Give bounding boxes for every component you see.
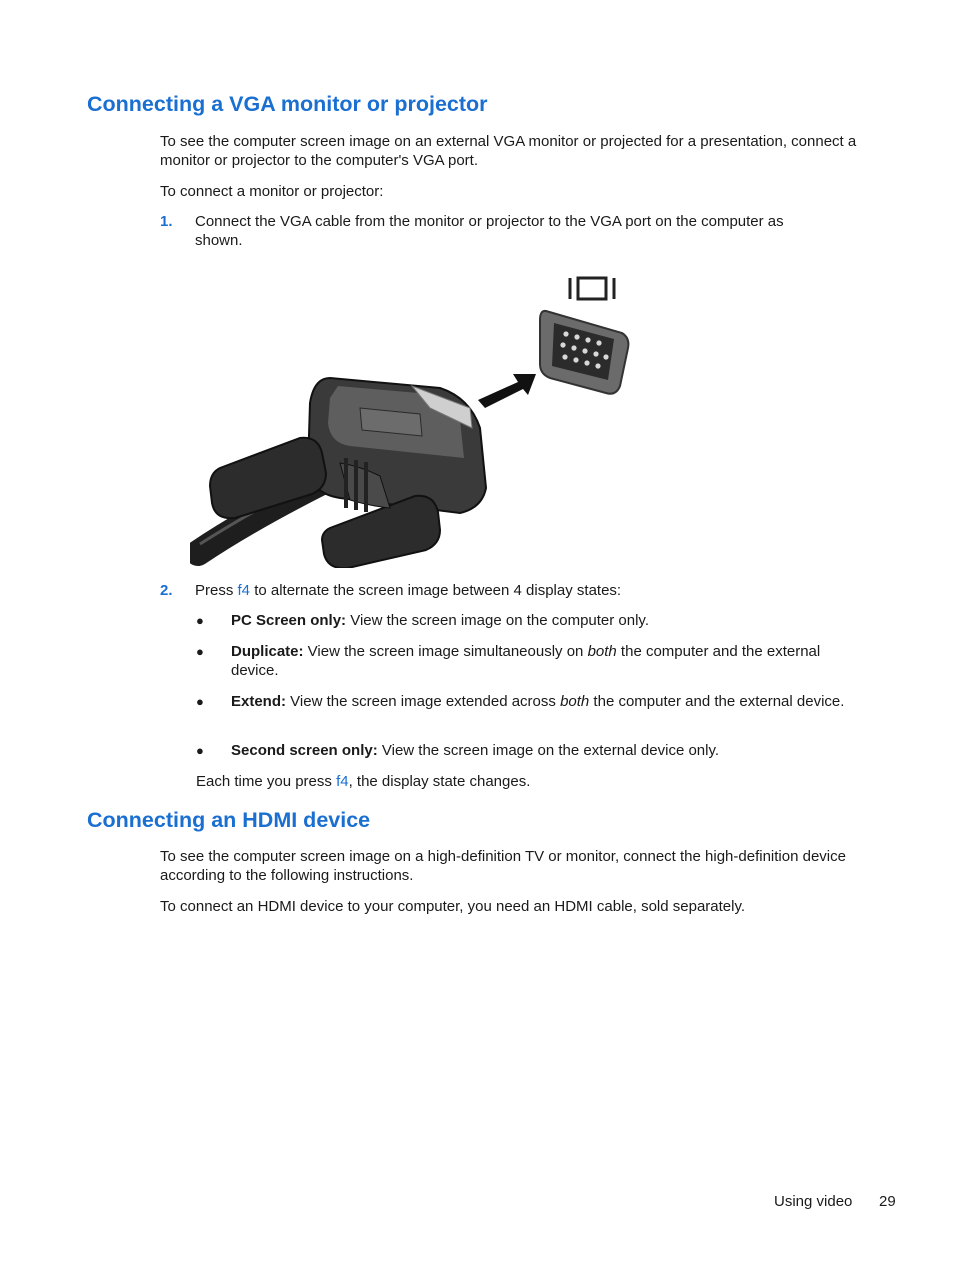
- bullet-text: [231, 741, 871, 760]
- step-1-number: 1.: [160, 213, 173, 230]
- closing-before: Each time you press: [196, 773, 337, 790]
- section-title-vga: Connecting a VGA monitor or projector: [87, 92, 488, 116]
- bullet-desc-end: the computer and the external device.: [231, 643, 821, 679]
- bullet-label: Duplicate:: [231, 643, 304, 660]
- bullet-emphasis: both: [587, 643, 617, 660]
- bullet-desc: View the screen image on the computer only.: [346, 612, 649, 629]
- bullet-dot: ●: [196, 694, 204, 709]
- closing-after: , the display state changes.: [348, 773, 531, 790]
- vga-intro: To see the computer screen image on an external VGA monitor or projected for a presentation, connect a monitor or projector to the computer's VGA port.: [160, 133, 857, 169]
- page-number: 29: [879, 1193, 896, 1210]
- bullet-dot: ●: [196, 644, 204, 659]
- footer-section: Using video: [774, 1193, 853, 1210]
- bullet-text: [231, 642, 871, 680]
- bullet-desc: View the screen image simultaneously on: [303, 643, 588, 660]
- bullet-label: Extend:: [231, 693, 287, 710]
- vga-connection-figure: [190, 268, 640, 568]
- closing-note: [196, 772, 896, 791]
- bullet-desc: View the screen image extended across: [286, 693, 561, 710]
- bullet-dot: ●: [196, 613, 204, 628]
- bullet-dot: ●: [196, 743, 204, 758]
- vga-cable-illustration: [198, 378, 486, 568]
- bullet-label: Second screen only:: [231, 742, 378, 759]
- vga-port-icon: [540, 311, 628, 394]
- step-2-after: to alternate the screen image between 4 display states:: [250, 582, 622, 599]
- bullet-label: PC Screen only:: [231, 612, 347, 629]
- display-port-icon: [570, 278, 614, 299]
- step-2-before: Press: [195, 582, 238, 599]
- bullet-desc: View the screen image on the external device only.: [377, 742, 720, 759]
- bullet-text: [231, 611, 871, 630]
- step-2-text: [195, 581, 835, 600]
- bullet-text: [231, 692, 871, 711]
- f4-key-link-2[interactable]: f4: [336, 773, 349, 790]
- section-title-hdmi: Connecting an HDMI device: [87, 808, 371, 832]
- step-2-number: 2.: [160, 582, 173, 599]
- step-1-text: Connect the VGA cable from the monitor or projector to the VGA port on the computer as shown.: [195, 213, 784, 249]
- hdmi-intro: To see the computer screen image on a high-definition TV or monitor, connect the high-definition device according to the following instructions.: [160, 848, 846, 884]
- hdmi-note: To connect an HDMI device to your computer, you need an HDMI cable, sold separately.: [160, 898, 746, 915]
- arrow-icon: [478, 374, 536, 408]
- vga-lead: To connect a monitor or projector:: [160, 183, 384, 200]
- f4-key-link[interactable]: f4: [237, 582, 251, 599]
- bullet-desc-end: the computer and the external device.: [589, 693, 845, 710]
- bullet-emphasis: both: [560, 693, 590, 710]
